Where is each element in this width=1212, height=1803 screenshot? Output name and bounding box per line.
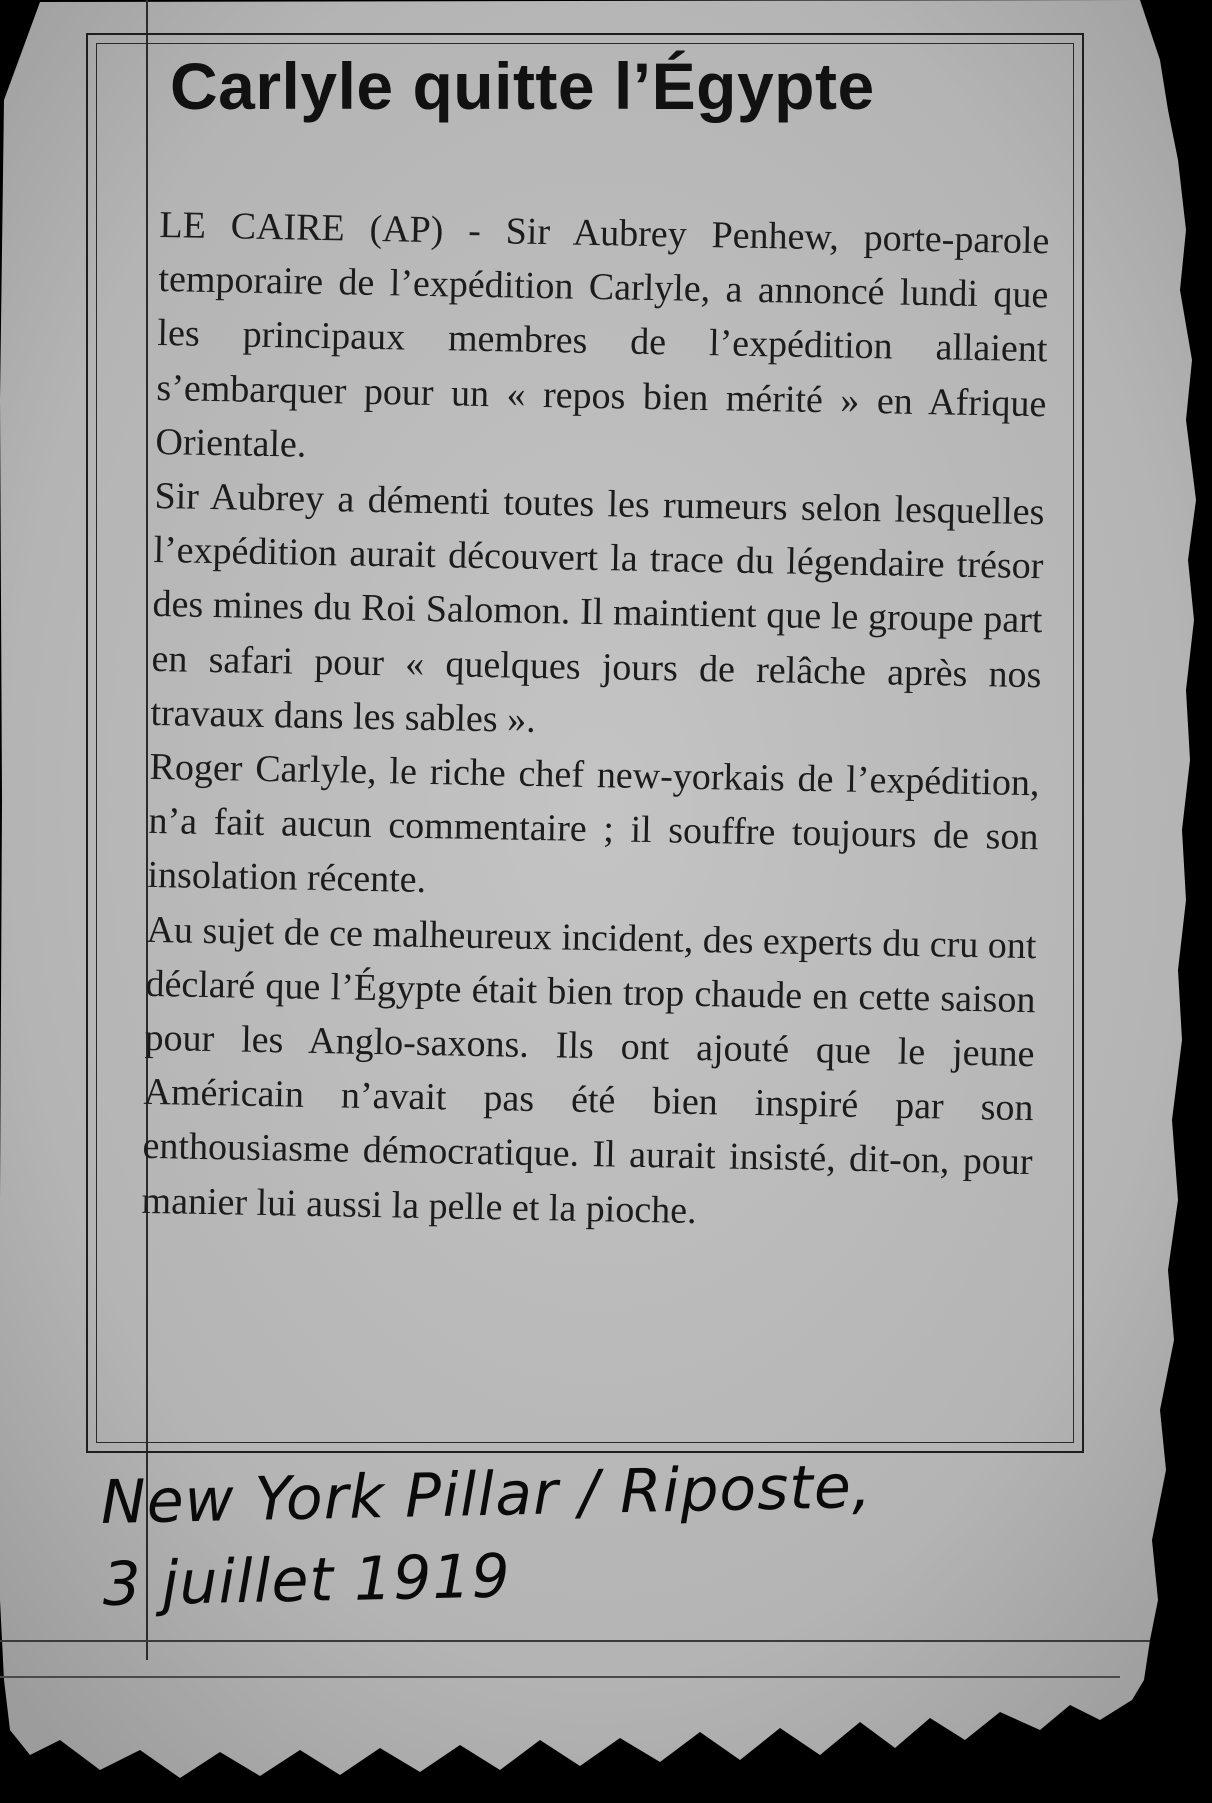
article-body	[141, 198, 1050, 1244]
article-paragraph: Roger Carlyle, le riche chef new-yorkais de l’expédition, n’a fait aucun commentaire ; il souffre toujours de son insolation récente.	[147, 745, 1040, 902]
handwritten-date: 3 juillet 1919	[101, 1541, 512, 1620]
article-headline: Carlyle quitte l’Égypte	[170, 49, 875, 123]
article-paragraph: Au sujet de ce malheureux incident, des experts du cru ont déclaré que l’Égypte était bien trop chaude en cette saison pour les Anglo-saxons. Ils ont ajouté que le jeune Américain n’avait pas été bien inspiré par son enthousiasme démocratique. Il aurait insisté, dit-on, pour manier lui aussi la pelle et la pioche.	[141, 908, 1037, 1232]
bottom-rule	[0, 1640, 1150, 1642]
article-paragraph: Sir Aubrey a démenti toutes les rumeurs selon lesquelles l’expédition aurait découvert la trace du légendaire trésor des mines du Roi Salomon. Il maintient que le groupe part en safari pour « quelques jours de relâche après nos travaux dans les sables ».	[150, 474, 1045, 741]
article-paragraph: LE CAIRE (AP) - Sir Aubrey Penhew, porte-parole temporaire de l’expédition Carlyle, a annoncé lundi que les principaux membres de l’expédition allaient s’embarquer pour un « repos bien mérité » en Afrique Orientale.	[155, 203, 1050, 466]
handwritten-note	[100, 1442, 1063, 1626]
bleed-through-text	[140, 1700, 158, 1780]
bottom-rule-secondary	[0, 1676, 1120, 1678]
handwritten-source: New York Pillar / Riposte,	[100, 1451, 873, 1538]
